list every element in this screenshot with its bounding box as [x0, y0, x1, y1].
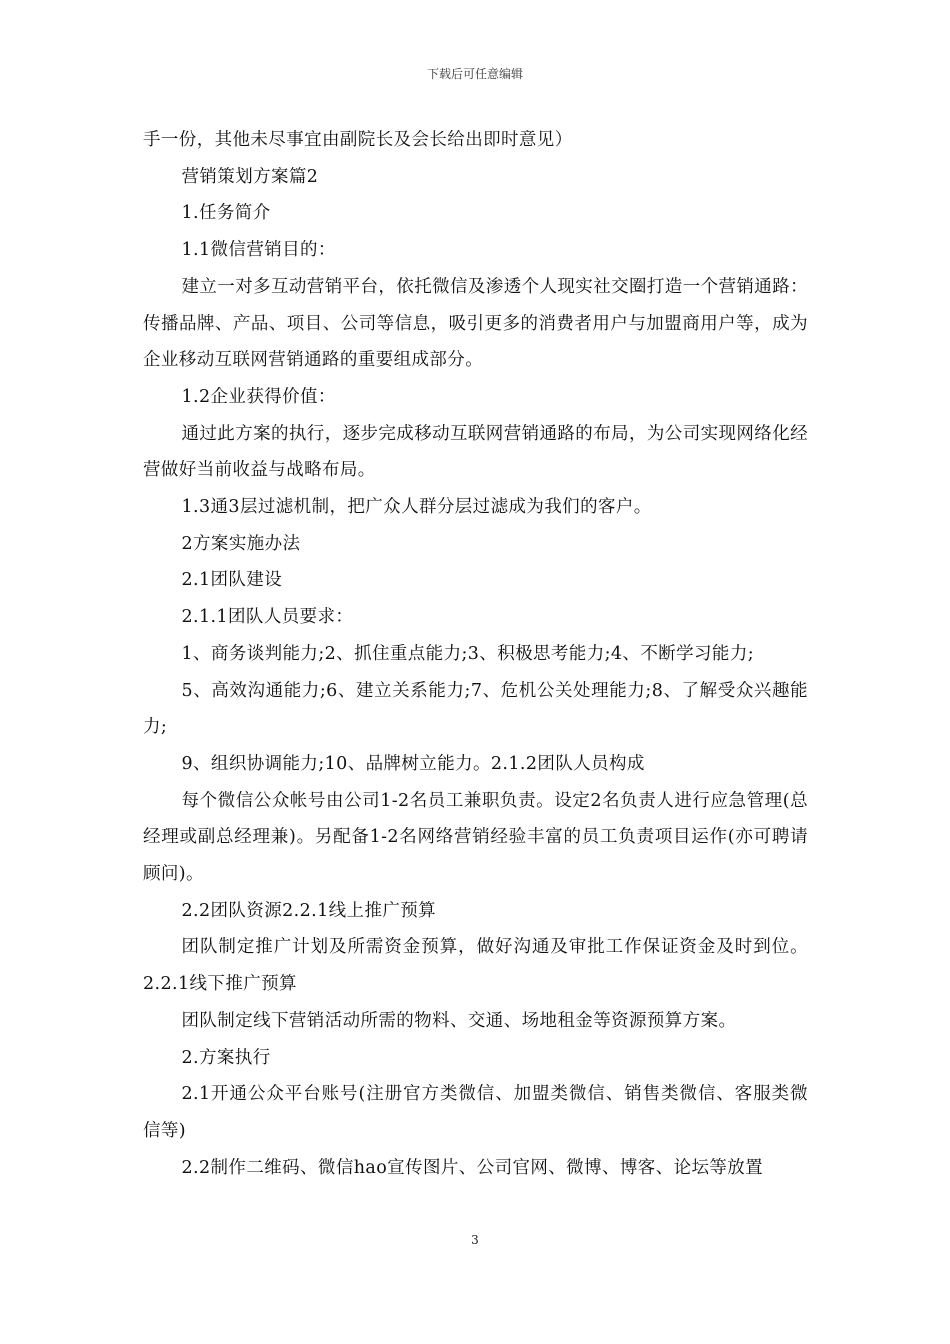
paragraph: 1.任务简介 — [181, 203, 271, 224]
paragraph: 9、组织协调能力;10、品牌树立能力。2.1.2团队人员构成 — [181, 753, 645, 774]
paragraph: 团队制定线下营销活动所需的物料、交通、场地租金等资源预算方案。 — [181, 1010, 737, 1031]
page-header: 下载后可任意编辑 — [426, 67, 523, 81]
paragraph: 1.3通3层过滤机制，把广众人群分层过滤成为我们的客户。 — [181, 497, 652, 518]
paragraph: 5、高效沟通能力;6、建立关系能力;7、危机公关处理能力;8、了解受众兴趣能力; — [143, 680, 808, 738]
paragraph: 手一份，其他未尽事宜由副院长及会长给出即时意见） — [143, 130, 573, 150]
paragraph: 营销策划方案篇2 — [181, 166, 319, 187]
paragraph: 2.1.1团队人员要求： — [181, 607, 354, 628]
paragraph: 2.2团队资源2.2.1线上推广预算 — [181, 900, 437, 921]
page-number: 3 — [471, 1233, 479, 1247]
paragraph: 建立一对多互动营销平台，依托微信及渗透个人现实社交圈打造一个营销通路：传播品牌、产品、项目、公司等信息，吸引更多的消费者用户与加盟商用户等，成为企业移动互联网营销通路的重要组成部分。 — [143, 276, 808, 371]
paragraph: 2方案实施办法 — [181, 533, 301, 554]
paragraph: 1.2企业获得价值： — [181, 386, 336, 407]
paragraph: 每个微信公众帐号由公司1-2名员工兼职负责。设定2名负责人进行应急管理(总经理或副总经理兼)。另配备1-2名网络营销经验丰富的员工负责项目运作(亦可聘请顾问)。 — [143, 790, 808, 885]
paragraph: 2.1团队建设 — [181, 570, 283, 591]
paragraph: 通过此方案的执行，逐步完成移动互联网营销通路的布局，为公司实现网络化经营做好当前收益与战略布局。 — [143, 423, 808, 481]
paragraph: 2.1开通公众平台账号(注册官方类微信、加盟类微信、销售类微信、客服类微信等) — [143, 1084, 808, 1141]
paragraph: 团队制定推广计划及所需资金预算，做好沟通及审批工作保证资金及时到位。2.2.1线下推广预算 — [143, 937, 808, 995]
document-body — [143, 122, 808, 1186]
paragraph: 1、商务谈判能力;2、抓住重点能力;3、积极思考能力;4、不断学习能力; — [181, 643, 755, 664]
paragraph: 1.1微信营销目的： — [181, 240, 336, 261]
paragraph: 2.方案执行 — [181, 1047, 271, 1068]
paragraph: 2.2制作二维码、微信hao宣传图片、公司官网、微博、博客、论坛等放置 — [181, 1157, 764, 1178]
